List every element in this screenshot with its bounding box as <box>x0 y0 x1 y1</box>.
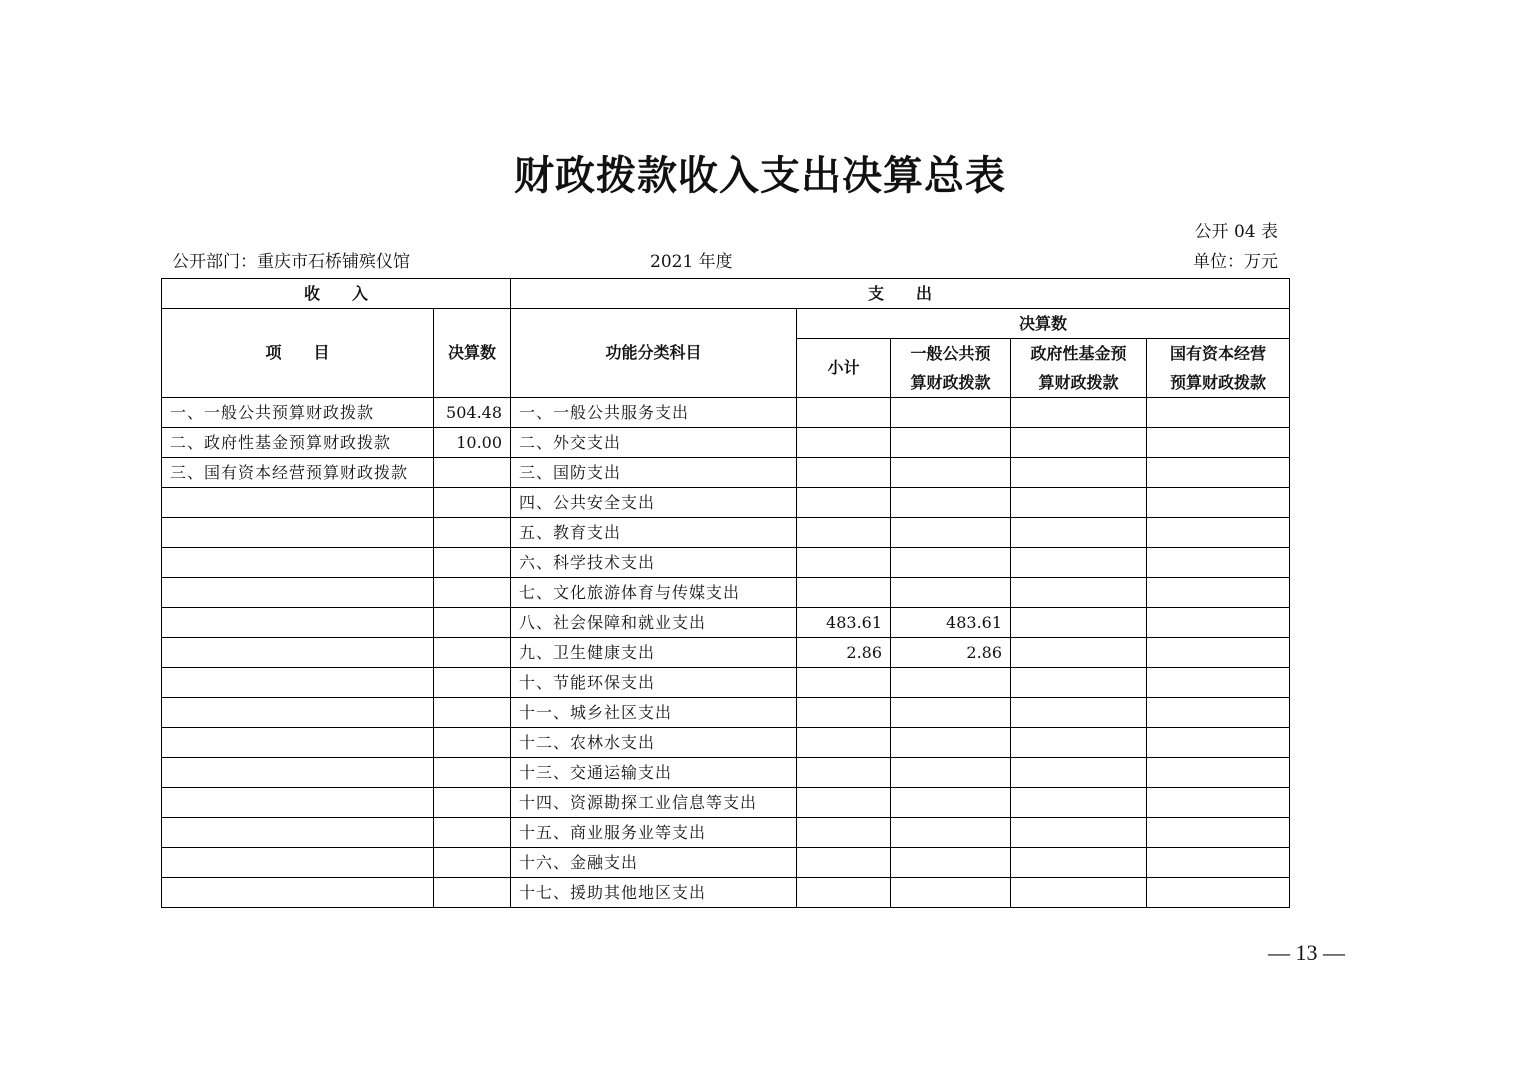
income-amount-cell <box>434 608 511 638</box>
subtotal-cell <box>797 698 891 728</box>
gov-fund-cell <box>1011 818 1147 848</box>
expense-item-cell: 十六、金融支出 <box>511 848 797 878</box>
income-item-cell <box>162 578 434 608</box>
gov-fund-header-line1: 政府性基金预 <box>1030 344 1127 363</box>
state-capital-cell <box>1147 758 1290 788</box>
general-budget-cell <box>891 668 1011 698</box>
state-capital-cell <box>1147 488 1290 518</box>
subtotal-cell <box>797 548 891 578</box>
table-row <box>162 458 1290 488</box>
subtotal-cell <box>797 728 891 758</box>
final-amount-header: 决算数 <box>797 309 1290 339</box>
general-budget-cell: 2.86 <box>891 638 1011 668</box>
expense-item-cell: 十三、交通运输支出 <box>511 758 797 788</box>
income-amount-cell <box>434 548 511 578</box>
gov-fund-cell <box>1011 638 1147 668</box>
state-capital-cell <box>1147 548 1290 578</box>
gov-fund-cell <box>1011 728 1147 758</box>
gov-fund-header <box>1011 339 1147 398</box>
subtotal-cell <box>797 668 891 698</box>
expense-header: 支 出 <box>511 279 1290 309</box>
general-budget-cell <box>891 728 1011 758</box>
income-amount-cell <box>434 758 511 788</box>
general-budget-cell <box>891 818 1011 848</box>
state-capital-cell <box>1147 668 1290 698</box>
income-item-cell <box>162 488 434 518</box>
income-item-cell <box>162 608 434 638</box>
general-budget-cell <box>891 398 1011 428</box>
general-budget-cell <box>891 518 1011 548</box>
expense-item-cell: 十一、城乡社区支出 <box>511 698 797 728</box>
income-amount-cell: 504.48 <box>434 398 511 428</box>
general-budget-cell <box>891 758 1011 788</box>
income-header: 收 入 <box>162 279 511 309</box>
state-capital-cell <box>1147 428 1290 458</box>
table-row <box>162 848 1290 878</box>
state-capital-cell <box>1147 578 1290 608</box>
year-label: 2021 年度 <box>650 252 733 272</box>
subtotal-cell <box>797 458 891 488</box>
subtotal-cell <box>797 878 891 908</box>
gov-fund-cell <box>1011 428 1147 458</box>
expense-item-cell: 五、教育支出 <box>511 518 797 548</box>
income-item-cell <box>162 848 434 878</box>
subtotal-cell <box>797 428 891 458</box>
general-budget-cell <box>891 788 1011 818</box>
gov-fund-cell <box>1011 398 1147 428</box>
general-budget-cell <box>891 548 1011 578</box>
income-amount-cell <box>434 848 511 878</box>
state-capital-cell <box>1147 608 1290 638</box>
table-row <box>162 758 1290 788</box>
general-budget-header-line1: 一般公共预 <box>910 344 991 363</box>
table-row <box>162 398 1290 428</box>
income-item-cell <box>162 548 434 578</box>
income-item-cell: 二、政府性基金预算财政拨款 <box>162 428 434 458</box>
general-budget-cell <box>891 428 1011 458</box>
income-amount-cell <box>434 878 511 908</box>
gov-fund-cell <box>1011 668 1147 698</box>
table-row <box>162 668 1290 698</box>
general-budget-cell: 483.61 <box>891 608 1011 638</box>
income-amount-cell <box>434 728 511 758</box>
general-budget-cell <box>891 848 1011 878</box>
income-amount-cell <box>434 638 511 668</box>
subtotal-cell <box>797 398 891 428</box>
income-amount-cell <box>434 458 511 488</box>
income-amount-cell <box>434 518 511 548</box>
page-title: 财政拨款收入支出决算总表 <box>514 152 1006 199</box>
gov-fund-cell <box>1011 578 1147 608</box>
table-row <box>162 488 1290 518</box>
unit-label: 单位：万元 <box>1193 252 1278 272</box>
table-row <box>162 518 1290 548</box>
state-capital-cell <box>1147 518 1290 548</box>
income-item-cell <box>162 878 434 908</box>
income-amount-cell <box>434 788 511 818</box>
expense-item-cell: 十七、援助其他地区支出 <box>511 878 797 908</box>
gov-fund-cell <box>1011 548 1147 578</box>
general-budget-cell <box>891 578 1011 608</box>
income-amount-cell <box>434 698 511 728</box>
gov-fund-cell <box>1011 758 1147 788</box>
gov-fund-header-line2: 算财政拨款 <box>1038 373 1119 392</box>
state-capital-header <box>1147 339 1290 398</box>
form-code: 公开 04 表 <box>1194 222 1278 242</box>
income-item-cell <box>162 788 434 818</box>
subtotal-cell <box>797 518 891 548</box>
table-row <box>162 548 1290 578</box>
state-capital-header-line2: 预算财政拨款 <box>1170 373 1267 392</box>
subtotal-cell <box>797 758 891 788</box>
expense-item-cell: 九、卫生健康支出 <box>511 638 797 668</box>
subtotal-cell: 483.61 <box>797 608 891 638</box>
expense-item-cell: 七、文化旅游体育与传媒支出 <box>511 578 797 608</box>
subtotal-header: 小计 <box>797 339 891 398</box>
table-row <box>162 608 1290 638</box>
gov-fund-cell <box>1011 608 1147 638</box>
state-capital-cell <box>1147 638 1290 668</box>
income-amount-cell <box>434 578 511 608</box>
subtotal-cell <box>797 788 891 818</box>
gov-fund-cell <box>1011 788 1147 818</box>
item-header: 项 目 <box>162 309 434 398</box>
subtotal-cell <box>797 848 891 878</box>
income-amount-cell: 10.00 <box>434 428 511 458</box>
gov-fund-cell <box>1011 488 1147 518</box>
expense-item-cell: 一、一般公共服务支出 <box>511 398 797 428</box>
state-capital-cell <box>1147 398 1290 428</box>
state-capital-cell <box>1147 698 1290 728</box>
general-budget-header <box>891 339 1011 398</box>
table-row <box>162 728 1290 758</box>
expense-item-cell: 十二、农林水支出 <box>511 728 797 758</box>
table-row <box>162 428 1290 458</box>
subtotal-cell <box>797 818 891 848</box>
table-row <box>162 578 1290 608</box>
state-capital-cell <box>1147 818 1290 848</box>
income-item-cell <box>162 698 434 728</box>
expense-item-cell: 十四、资源勘探工业信息等支出 <box>511 788 797 818</box>
expense-item-cell: 八、社会保障和就业支出 <box>511 608 797 638</box>
header-row-1 <box>162 279 1290 309</box>
expense-item-cell: 十、节能环保支出 <box>511 668 797 698</box>
general-budget-header-line2: 算财政拨款 <box>910 373 991 392</box>
department-label: 公开部门：重庆市石桥铺殡仪馆 <box>172 252 410 272</box>
gov-fund-cell <box>1011 878 1147 908</box>
budget-table <box>161 278 1290 908</box>
income-amount-cell <box>434 488 511 518</box>
expense-item-cell: 十五、商业服务业等支出 <box>511 818 797 848</box>
state-capital-cell <box>1147 878 1290 908</box>
general-budget-cell <box>891 878 1011 908</box>
table-row <box>162 638 1290 668</box>
page-number: — 13 — <box>1268 940 1345 965</box>
general-budget-cell <box>891 488 1011 518</box>
expense-item-cell: 四、公共安全支出 <box>511 488 797 518</box>
gov-fund-cell <box>1011 458 1147 488</box>
income-item-cell <box>162 638 434 668</box>
table-row <box>162 818 1290 848</box>
income-item-cell <box>162 518 434 548</box>
state-capital-cell <box>1147 788 1290 818</box>
subtotal-cell: 2.86 <box>797 638 891 668</box>
table-row <box>162 698 1290 728</box>
expense-item-cell: 二、外交支出 <box>511 428 797 458</box>
general-budget-cell <box>891 698 1011 728</box>
income-item-cell: 三、国有资本经营预算财政拨款 <box>162 458 434 488</box>
amount-header: 决算数 <box>434 309 511 398</box>
state-capital-cell <box>1147 458 1290 488</box>
income-item-cell <box>162 668 434 698</box>
subtotal-cell <box>797 578 891 608</box>
income-item-cell <box>162 758 434 788</box>
income-item-cell <box>162 818 434 848</box>
gov-fund-cell <box>1011 698 1147 728</box>
expense-item-cell: 三、国防支出 <box>511 458 797 488</box>
state-capital-cell <box>1147 848 1290 878</box>
header-row-2 <box>162 309 1290 339</box>
table-row <box>162 878 1290 908</box>
gov-fund-cell <box>1011 518 1147 548</box>
gov-fund-cell <box>1011 848 1147 878</box>
income-amount-cell <box>434 818 511 848</box>
income-item-cell: 一、一般公共预算财政拨款 <box>162 398 434 428</box>
state-capital-cell <box>1147 728 1290 758</box>
subtotal-cell <box>797 488 891 518</box>
state-capital-header-line1: 国有资本经营 <box>1170 344 1267 363</box>
general-budget-cell <box>891 458 1011 488</box>
table-row <box>162 788 1290 818</box>
expense-item-cell: 六、科学技术支出 <box>511 548 797 578</box>
func-category-header: 功能分类科目 <box>511 309 797 398</box>
income-amount-cell <box>434 668 511 698</box>
income-item-cell <box>162 728 434 758</box>
